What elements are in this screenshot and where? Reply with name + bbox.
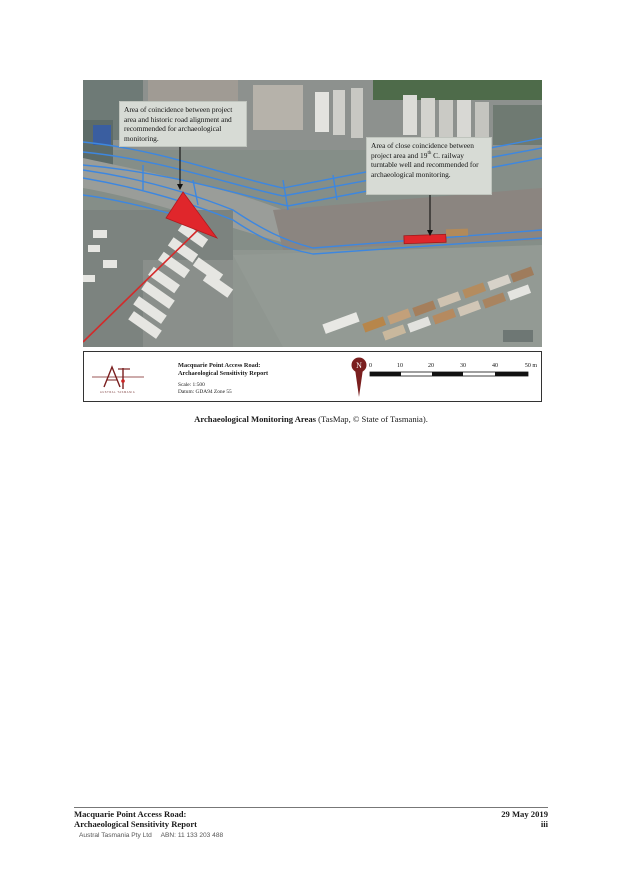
logo-caption: AUSTRAL TASMANIA: [100, 391, 136, 394]
footer-date-block: [501, 810, 548, 829]
footer-divider: [74, 807, 548, 808]
map-legend-box: [83, 351, 542, 402]
legend-title: [178, 362, 268, 377]
callout-railway-turntable: [366, 137, 492, 195]
austral-logo-icon: [90, 361, 146, 393]
caption-bold: Archaeological Monitoring Areas: [194, 414, 317, 424]
callout-road-alignment: [119, 101, 247, 147]
scale-bar: [369, 360, 539, 384]
callout-2-text-pre: Area of close coincidence between project area and 19: [371, 141, 475, 160]
north-label: N: [356, 361, 362, 370]
scale-label: 50 m: [524, 363, 537, 369]
legend-scale: Scale: 1:500: [178, 382, 205, 388]
scale-label: 30: [460, 363, 466, 369]
monitoring-area-rectangle: [404, 234, 446, 243]
north-arrow-icon: [350, 355, 368, 399]
legend-datum: Datum: GDA94 Zone 55: [178, 388, 232, 395]
callout-1-text: Area of coincidence between project area and historic road alignment and recommended for archaeological monitoring.: [124, 105, 233, 143]
scale-label: 20: [428, 363, 434, 369]
scale-label: 10: [397, 363, 403, 369]
scale-label: 0: [369, 363, 372, 369]
legend-title-line2: Archaeological Sensitivity Report: [178, 369, 269, 377]
scale-label: 40: [492, 363, 498, 369]
legend-title-line1: Macquarie Point Access Road:: [178, 362, 261, 369]
caption-rest: (TasMap, © State of Tasmania).: [316, 414, 428, 424]
callout-2-text-post: C. railway turntable well and recommended for archaeological monitoring.: [371, 150, 479, 179]
page-number: iii: [540, 818, 548, 829]
footer-company: Austral Tasmania Pty Ltd ABN: 11 133 203 488: [79, 832, 224, 839]
footer-title: [74, 810, 197, 829]
footer-date: 29 May 2019: [501, 809, 548, 819]
figure-caption: [0, 414, 622, 424]
footer-title-line2: Archaeological Sensitivity Report: [74, 818, 198, 829]
legend-meta: [178, 382, 232, 396]
callout-2-superscript: th: [427, 150, 432, 156]
footer-title-line1: Macquarie Point Access Road:: [74, 809, 187, 819]
